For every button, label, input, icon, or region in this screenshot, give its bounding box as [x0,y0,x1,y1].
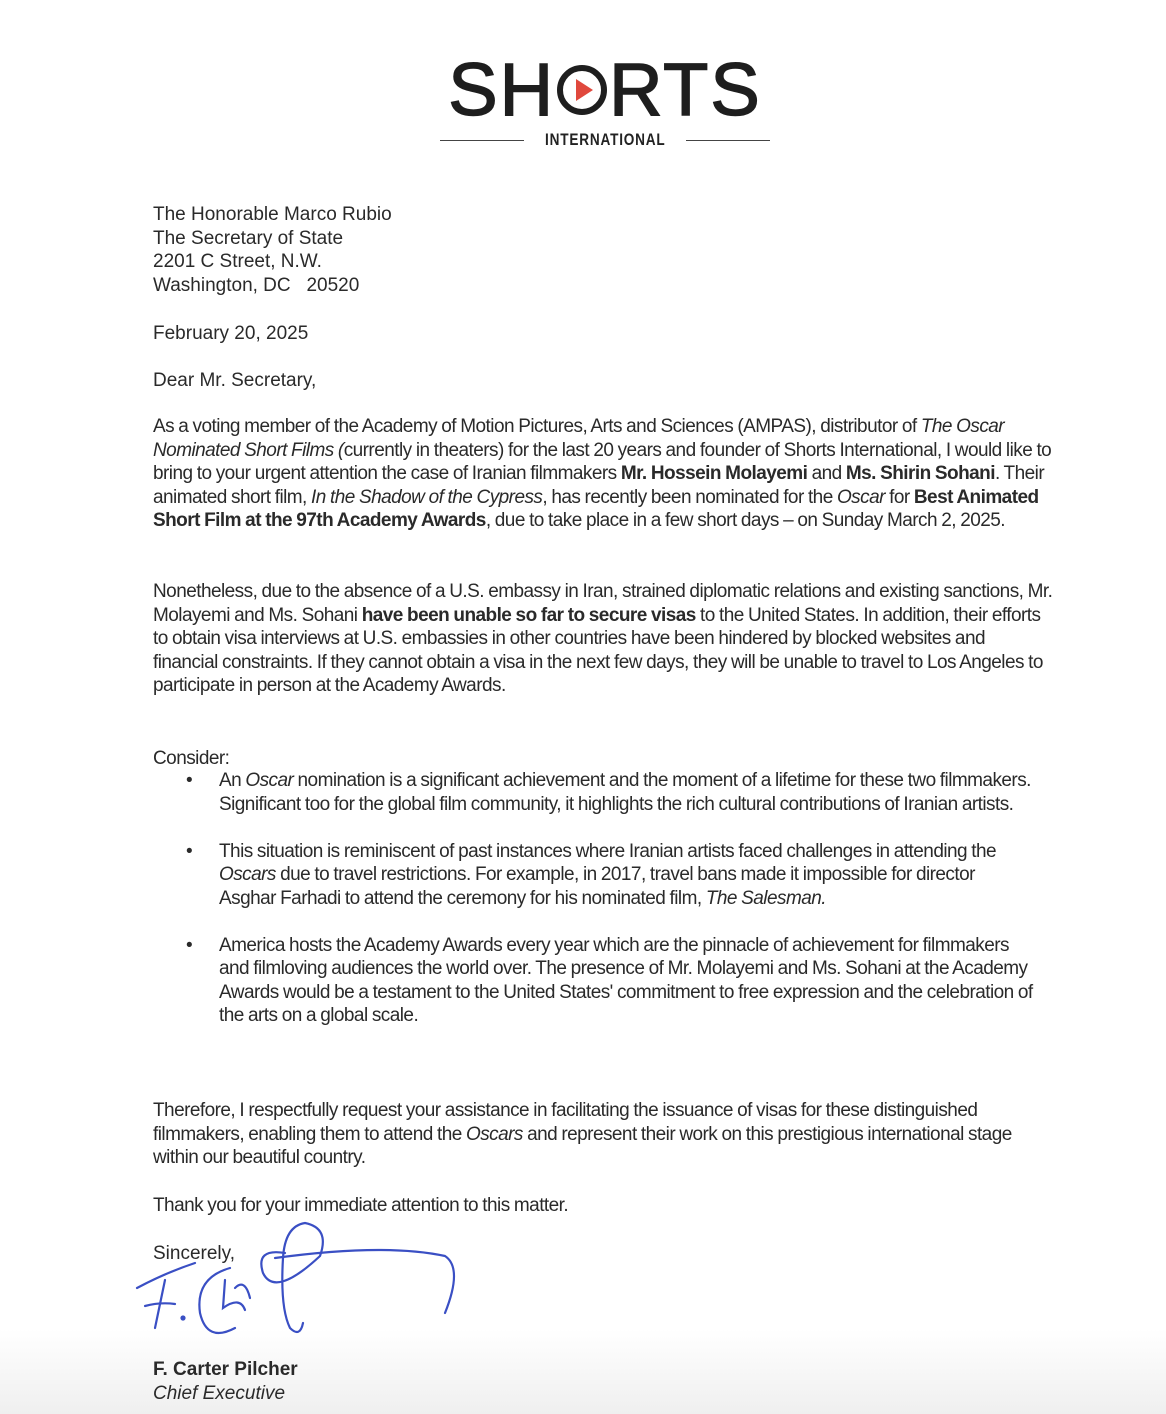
p1-text: As a voting member of the Academy of Motion Pictures, Arts and Sciences (AMPAS), distributor of [153,416,917,437]
paragraph-3 [153,1099,1053,1170]
p1-text: . Their animated short film, [153,463,1045,508]
recipient-name: The Honorable Marco Rubio [153,204,392,225]
p1-text: currently in theaters) for the last 20 years and founder of Shorts International, I would like to bring to your urgent attention the case of Iranian filmmakers [153,439,1052,484]
play-button-icon [556,61,608,119]
p1-text: for [884,486,914,508]
p1-filmmaker-2: Ms. Shirin Sohani [845,463,995,484]
p1-short-film-title: In the Shadow of the Cypress [311,486,543,508]
logo-divider-right [686,140,770,141]
list-item [153,769,1033,816]
list-item [153,840,1033,911]
signer-title: Chief Executive [153,1383,286,1404]
consider-list [153,769,1033,1028]
thanks-line: Thank you for your immediate attention to this matter. [153,1195,569,1216]
closing: Sincerely, [153,1243,236,1264]
recipient-city: Washington, DC 20520 [153,274,360,296]
letter-date: February 20, 2025 [153,323,309,344]
p2-text: Nonetheless, due to the absence of a U.S. embassy in Iran, strained diplomatic relations and existing sanctions, Mr. Molayemi and Ms. Sohani [153,581,1053,626]
logo-subtitle: INTERNATIONAL [544,130,666,149]
p1-text: and [807,463,846,484]
bullet-film-title: The Salesman. [705,887,826,909]
bullet-icon: • [186,840,193,862]
p2-text: to the United States. In addition, their efforts to obtain visa interviews at U.S. embassies in other countries have been hindered by blocked websites and financial constraints. If they cannot obtain a visa in the next few days, they will be unable to travel to Los Angeles to participate in person at the Academy Awards. [153,604,1043,696]
signer-name: F. Carter Pilcher [153,1359,298,1380]
logo-text-right: RTS [609,48,762,131]
bullet-text: An [219,770,246,791]
logo-text-left: SH [448,48,556,131]
bullet-text: due to travel restrictions. For example, in 2017, travel bans made it impossible for director Asghar Farhadi to attend the ceremony for his nominated film, [219,864,975,909]
bullet-icon: • [186,770,193,791]
p1-text: , has recently been nominated for the [542,486,837,508]
consider-label: Consider: [153,748,230,769]
paragraph-1 [153,415,1053,533]
recipient-street: 2201 C Street, N.W. [153,251,322,272]
p1-oscar: Oscar [836,486,885,508]
bullet-oscars: Oscars [219,864,276,885]
recipient-address [153,203,392,297]
paragraph-2 [153,580,1053,698]
shorts-international-logo [440,48,770,150]
p3-oscars: Oscars [465,1123,523,1145]
handwritten-signature [125,1218,465,1348]
recipient-title: The Secretary of State [153,227,344,249]
logo-subtitle-row [440,130,770,150]
p3-text: Therefore, I respectfully request your assistance in facilitating the issuance of visas for these distinguished filmmakers, enabling them to attend the [153,1100,978,1145]
salutation: Dear Mr. Secretary, [153,370,317,391]
bullet-text: This situation is reminiscent of past instances where Iranian artists faced challenges in attending the [219,840,997,862]
p1-filmmaker-1: Mr. Hossein Molayemi [620,463,808,484]
bullet-icon: • [186,934,193,956]
bullet-oscar: Oscar [245,770,294,791]
p1-award-category: Best Animated Short Film at the 97th Academy Awards [153,486,1039,531]
p1-text: , due to take place in a few short days – on Sunday March 2, 2025. [485,510,1005,531]
logo-wordmark [448,48,762,131]
list-item [153,934,1033,1028]
p1-film-title: The Oscar Nominated Short Films ( [153,416,1005,461]
p3-text: and represent their work on this prestigious international stage within our beautiful country. [153,1123,1012,1168]
bullet-text: America hosts the Academy Awards every year which are the pinnacle of achievement for filmmakers and filmloving audiences the world over. The presence of Mr. Molayemi and Ms. Sohani at the Academy Awards would be a testament to the United States' commitment to free expression and the celebration of the arts on a global scale. [219,934,1033,1026]
p2-emphasis: have been unable so far to secure visas [361,604,696,626]
bullet-text: nomination is a significant achievement and the moment of a lifetime for these two filmmakers. Significant too for the global film community, it highlights the rich cultural contributions of Iranian artists. [219,770,1031,815]
logo-divider-left [440,140,524,141]
